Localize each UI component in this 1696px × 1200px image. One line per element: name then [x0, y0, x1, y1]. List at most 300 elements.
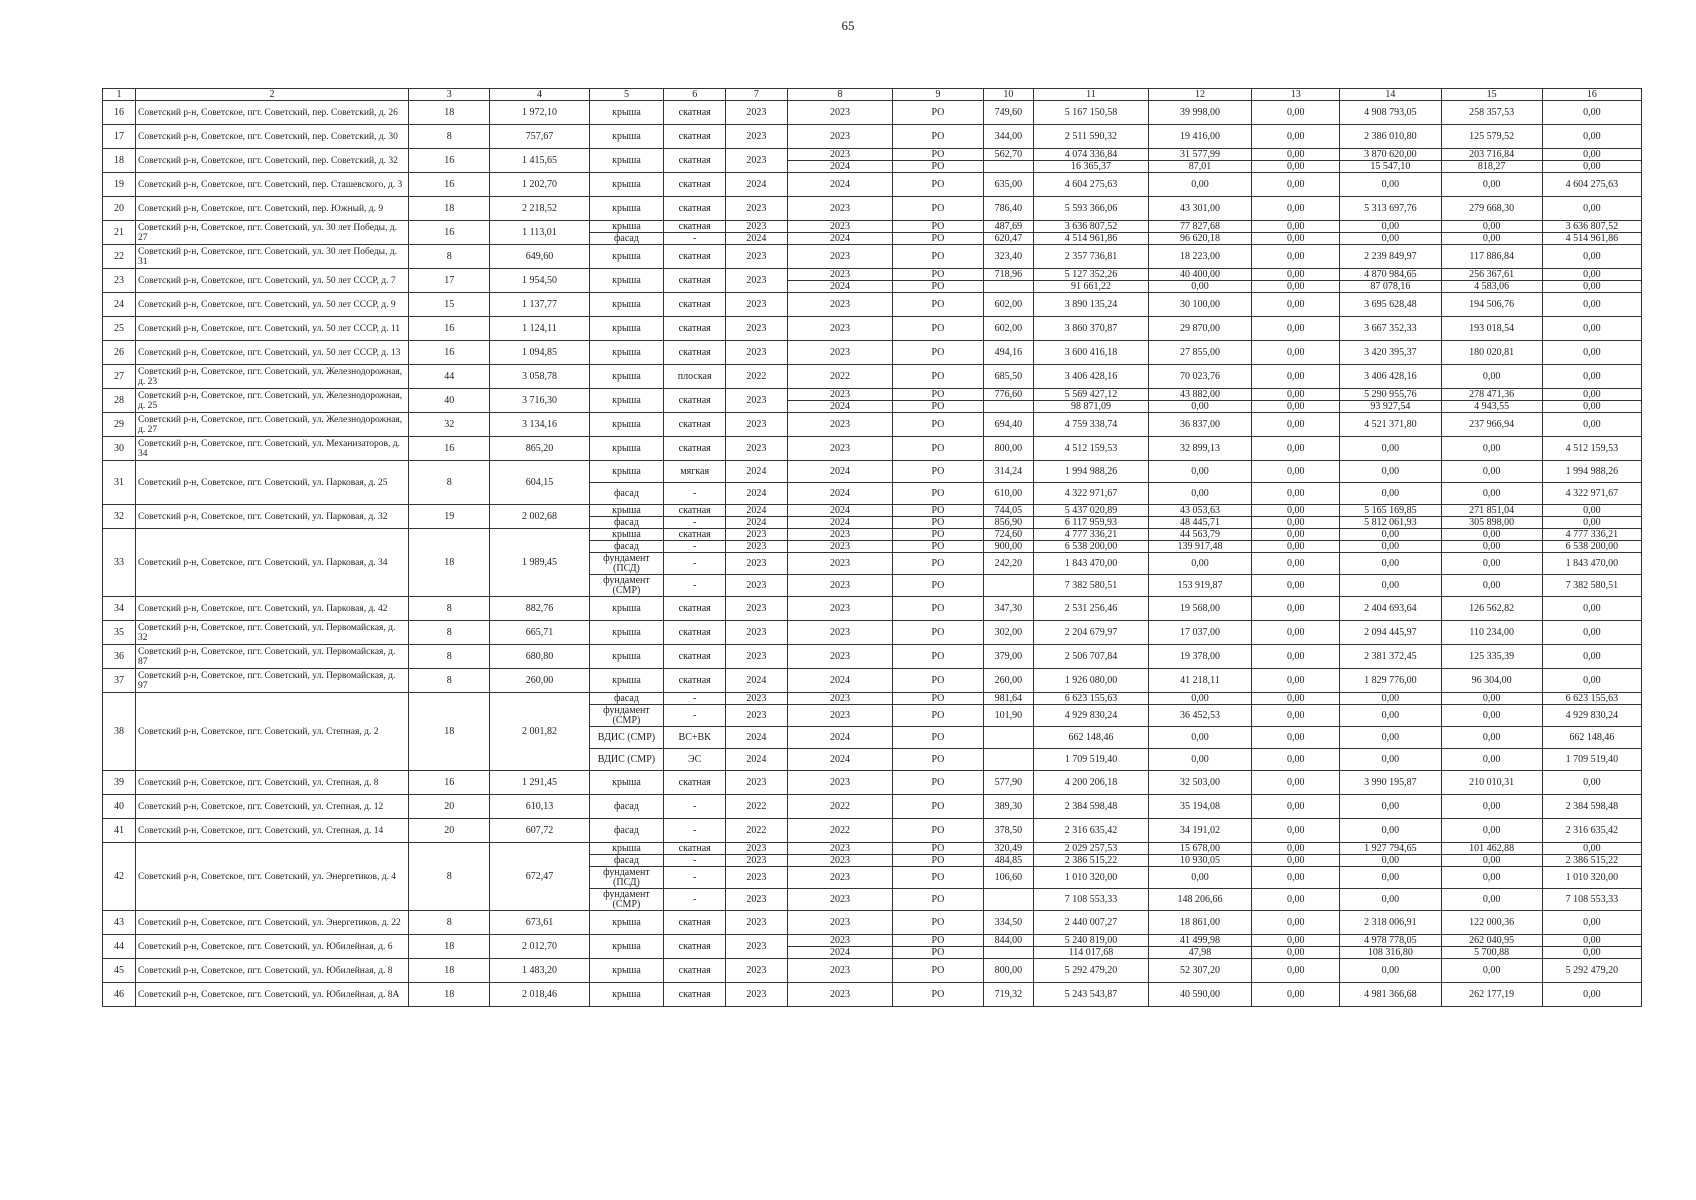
- address-cell: Советский р-н, Советское, пгт. Советский, ул. Степная, д. 14: [136, 819, 409, 843]
- col-12-cell: 87,01: [1148, 161, 1251, 173]
- address-cell: Советский р-н, Советское, пгт. Советский, пер. Сташевского, д. 3: [136, 173, 409, 197]
- col-5-cell: крыша: [589, 911, 664, 935]
- col-6-cell: скатная: [664, 197, 726, 221]
- floors-cell: 19: [409, 505, 490, 529]
- col-13-cell: 0,00: [1252, 413, 1340, 437]
- table-row: [103, 437, 1642, 461]
- col-6-cell: -: [664, 541, 726, 553]
- floors-cell: 18: [409, 959, 490, 983]
- col-9-cell: РО: [893, 935, 983, 947]
- col-14-cell: 4 981 366,68: [1340, 983, 1441, 1007]
- col-8-cell: 2022: [787, 795, 893, 819]
- floors-cell: 16: [409, 221, 490, 245]
- col-10-cell: 900,00: [983, 541, 1034, 553]
- row-number-cell: 41: [103, 819, 136, 843]
- row-number-cell: 38: [103, 693, 136, 771]
- col-9-cell: РО: [893, 575, 983, 597]
- address-cell: Советский р-н, Советское, пгт. Советский, ул. 50 лет СССР, д. 7: [136, 269, 409, 293]
- row-number-cell: 30: [103, 437, 136, 461]
- col-13-cell: 0,00: [1252, 101, 1340, 125]
- col-7-cell: 2023: [726, 889, 788, 911]
- table-row: [103, 795, 1642, 819]
- address-cell: Советский р-н, Советское, пгт. Советский, ул. Механизаторов, д. 34: [136, 437, 409, 461]
- floors-cell: 16: [409, 771, 490, 795]
- col-5-cell: крыша: [589, 645, 664, 669]
- header-cell: 5: [589, 89, 664, 101]
- col-6-cell: -: [664, 855, 726, 867]
- col-5-cell: крыша: [589, 505, 664, 517]
- header-cell: 11: [1034, 89, 1148, 101]
- col-11-cell: 2 386 515,22: [1034, 855, 1148, 867]
- address-cell: Советский р-н, Советское, пгт. Советский, ул. 30 лет Победы, д. 31: [136, 245, 409, 269]
- col-16-cell: 0,00: [1542, 389, 1641, 401]
- col-14-cell: 4 908 793,05: [1340, 101, 1441, 125]
- floors-cell: 18: [409, 935, 490, 959]
- col-15-cell: 117 886,84: [1441, 245, 1542, 269]
- col-15-cell: 194 506,76: [1441, 293, 1542, 317]
- col-16-cell: 5 292 479,20: [1542, 959, 1641, 983]
- table-row: [103, 843, 1642, 855]
- col-5-cell: крыша: [589, 245, 664, 269]
- col-13-cell: 0,00: [1252, 959, 1340, 983]
- col-10-cell: [983, 947, 1034, 959]
- col-12-cell: 35 194,08: [1148, 795, 1251, 819]
- col-12-cell: 44 563,79: [1148, 529, 1251, 541]
- col-14-cell: 5 165 169,85: [1340, 505, 1441, 517]
- table-row: [103, 365, 1642, 389]
- col-9-cell: РО: [893, 413, 983, 437]
- col-9-cell: РО: [893, 149, 983, 161]
- col-14-cell: 0,00: [1340, 693, 1441, 705]
- area-cell: 2 018,46: [490, 983, 589, 1007]
- col-14-cell: 3 870 620,00: [1340, 149, 1441, 161]
- floors-cell: 18: [409, 693, 490, 771]
- page-number: 65: [841, 18, 855, 33]
- col-14-cell: 0,00: [1340, 483, 1441, 505]
- header-cell: 10: [983, 89, 1034, 101]
- col-5-cell: крыша: [589, 529, 664, 541]
- address-cell: Советский р-н, Советское, пгт. Советский, ул. Юбилейная, д. 8А: [136, 983, 409, 1007]
- col-8-cell: 2023: [787, 269, 893, 281]
- col-11-cell: 4 777 336,21: [1034, 529, 1148, 541]
- header-cell: 6: [664, 89, 726, 101]
- col-12-cell: 32 899,13: [1148, 437, 1251, 461]
- col-16-cell: 0,00: [1542, 843, 1641, 855]
- row-number-cell: 40: [103, 795, 136, 819]
- col-9-cell: РО: [893, 541, 983, 553]
- col-11-cell: 2 029 257,53: [1034, 843, 1148, 855]
- col-6-cell: скатная: [664, 389, 726, 413]
- floors-cell: 8: [409, 669, 490, 693]
- col-14-cell: 0,00: [1340, 819, 1441, 843]
- col-13-cell: 0,00: [1252, 935, 1340, 947]
- header-cell: 2: [136, 89, 409, 101]
- area-cell: 1 124,11: [490, 317, 589, 341]
- col-11-cell: 2 384 598,48: [1034, 795, 1148, 819]
- col-16-cell: 0,00: [1542, 771, 1641, 795]
- floors-cell: 16: [409, 149, 490, 173]
- row-number-cell: 23: [103, 269, 136, 293]
- table-row: [103, 389, 1642, 401]
- col-9-cell: РО: [893, 365, 983, 389]
- col-16-cell: 7 382 580,51: [1542, 575, 1641, 597]
- col-11-cell: 5 569 427,12: [1034, 389, 1148, 401]
- col-5-cell: крыша: [589, 317, 664, 341]
- col-10-cell: 260,00: [983, 669, 1034, 693]
- col-8-cell: 2023: [787, 293, 893, 317]
- col-8-cell: 2024: [787, 483, 893, 505]
- col-8-cell: 2024: [787, 505, 893, 517]
- col-13-cell: 0,00: [1252, 149, 1340, 161]
- floors-cell: 32: [409, 413, 490, 437]
- col-16-cell: 4 512 159,53: [1542, 437, 1641, 461]
- area-cell: 757,67: [490, 125, 589, 149]
- col-12-cell: 19 416,00: [1148, 125, 1251, 149]
- col-6-cell: -: [664, 867, 726, 889]
- col-12-cell: 0,00: [1148, 553, 1251, 575]
- col-5-cell: крыша: [589, 437, 664, 461]
- col-11-cell: 1 709 519,40: [1034, 749, 1148, 771]
- col-5-cell: фундамент (СМР): [589, 575, 664, 597]
- col-8-cell: 2024: [787, 727, 893, 749]
- col-15-cell: 0,00: [1441, 461, 1542, 483]
- col-8-cell: 2023: [787, 341, 893, 365]
- col-10-cell: 744,05: [983, 505, 1034, 517]
- col-15-cell: 4 943,55: [1441, 401, 1542, 413]
- col-5-cell: фасад: [589, 795, 664, 819]
- col-14-cell: 2 404 693,64: [1340, 597, 1441, 621]
- col-16-cell: 0,00: [1542, 401, 1641, 413]
- table-row: [103, 911, 1642, 935]
- col-13-cell: 0,00: [1252, 819, 1340, 843]
- col-15-cell: 0,00: [1441, 437, 1542, 461]
- col-7-cell: 2023: [726, 553, 788, 575]
- table-row: [103, 245, 1642, 269]
- col-12-cell: 52 307,20: [1148, 959, 1251, 983]
- col-12-cell: 31 577,99: [1148, 149, 1251, 161]
- col-7-cell: 2023: [726, 959, 788, 983]
- col-15-cell: 818,27: [1441, 161, 1542, 173]
- col-15-cell: 0,00: [1441, 693, 1542, 705]
- col-15-cell: 278 471,36: [1441, 389, 1542, 401]
- col-12-cell: 36 452,53: [1148, 705, 1251, 727]
- address-cell: Советский р-н, Советское, пгт. Советский, ул. Энергетиков, д. 4: [136, 843, 409, 911]
- col-16-cell: 7 108 553,33: [1542, 889, 1641, 911]
- col-11-cell: 7 382 580,51: [1034, 575, 1148, 597]
- col-6-cell: скатная: [664, 911, 726, 935]
- col-10-cell: 718,96: [983, 269, 1034, 281]
- col-9-cell: РО: [893, 125, 983, 149]
- col-14-cell: 0,00: [1340, 795, 1441, 819]
- col-7-cell: 2023: [726, 983, 788, 1007]
- col-5-cell: крыша: [589, 461, 664, 483]
- col-9-cell: РО: [893, 517, 983, 529]
- col-10-cell: 776,60: [983, 389, 1034, 401]
- col-9-cell: РО: [893, 771, 983, 795]
- col-5-cell: крыша: [589, 125, 664, 149]
- col-9-cell: РО: [893, 505, 983, 517]
- header-cell: 4: [490, 89, 589, 101]
- col-6-cell: скатная: [664, 293, 726, 317]
- table-row: [103, 983, 1642, 1007]
- col-15-cell: 4 583,06: [1441, 281, 1542, 293]
- col-14-cell: 2 094 445,97: [1340, 621, 1441, 645]
- floors-cell: 8: [409, 645, 490, 669]
- col-16-cell: 662 148,46: [1542, 727, 1641, 749]
- col-15-cell: 0,00: [1441, 889, 1542, 911]
- col-11-cell: 3 860 370,87: [1034, 317, 1148, 341]
- col-5-cell: крыша: [589, 843, 664, 855]
- col-6-cell: скатная: [664, 413, 726, 437]
- col-16-cell: 0,00: [1542, 293, 1641, 317]
- row-number-cell: 25: [103, 317, 136, 341]
- col-13-cell: 0,00: [1252, 597, 1340, 621]
- col-9-cell: РО: [893, 947, 983, 959]
- area-cell: 1 954,50: [490, 269, 589, 293]
- col-11-cell: 4 512 159,53: [1034, 437, 1148, 461]
- col-12-cell: 47,98: [1148, 947, 1251, 959]
- floors-cell: 18: [409, 529, 490, 597]
- col-10-cell: 389,30: [983, 795, 1034, 819]
- col-15-cell: 5 700,88: [1441, 947, 1542, 959]
- col-16-cell: 0,00: [1542, 149, 1641, 161]
- col-5-cell: фасад: [589, 819, 664, 843]
- col-16-cell: 0,00: [1542, 505, 1641, 517]
- col-15-cell: 0,00: [1441, 727, 1542, 749]
- col-12-cell: 15 678,00: [1148, 843, 1251, 855]
- col-8-cell: 2023: [787, 771, 893, 795]
- col-7-cell: 2023: [726, 705, 788, 727]
- col-12-cell: 39 998,00: [1148, 101, 1251, 125]
- col-14-cell: 3 667 352,33: [1340, 317, 1441, 341]
- col-9-cell: РО: [893, 819, 983, 843]
- table-row: [103, 101, 1642, 125]
- area-cell: 1 137,77: [490, 293, 589, 317]
- col-9-cell: РО: [893, 221, 983, 233]
- col-8-cell: 2023: [787, 221, 893, 233]
- col-6-cell: скатная: [664, 669, 726, 693]
- table-row: [103, 669, 1642, 693]
- col-12-cell: 43 053,63: [1148, 505, 1251, 517]
- col-9-cell: РО: [893, 317, 983, 341]
- col-12-cell: 0,00: [1148, 693, 1251, 705]
- col-13-cell: 0,00: [1252, 621, 1340, 645]
- col-15-cell: 126 562,82: [1441, 597, 1542, 621]
- col-13-cell: 0,00: [1252, 669, 1340, 693]
- area-cell: 882,76: [490, 597, 589, 621]
- row-number-cell: 31: [103, 461, 136, 505]
- col-11-cell: 5 593 366,06: [1034, 197, 1148, 221]
- col-16-cell: 0,00: [1542, 621, 1641, 645]
- area-cell: 607,72: [490, 819, 589, 843]
- col-13-cell: 0,00: [1252, 867, 1340, 889]
- col-8-cell: 2023: [787, 413, 893, 437]
- header-cell: 12: [1148, 89, 1251, 101]
- address-cell: Советский р-н, Советское, пгт. Советский, ул. 30 лет Победы, д. 27: [136, 221, 409, 245]
- col-14-cell: 87 078,16: [1340, 281, 1441, 293]
- address-cell: Советский р-н, Советское, пгт. Советский, ул. Железнодорожная, д. 27: [136, 413, 409, 437]
- col-7-cell: 2024: [726, 727, 788, 749]
- col-11-cell: 114 017,68: [1034, 947, 1148, 959]
- col-5-cell: крыша: [589, 597, 664, 621]
- area-cell: 610,13: [490, 795, 589, 819]
- col-9-cell: РО: [893, 669, 983, 693]
- col-6-cell: -: [664, 705, 726, 727]
- col-8-cell: 2024: [787, 281, 893, 293]
- col-16-cell: 6 538 200,00: [1542, 541, 1641, 553]
- col-8-cell: 2022: [787, 365, 893, 389]
- col-13-cell: 0,00: [1252, 221, 1340, 233]
- col-13-cell: 0,00: [1252, 843, 1340, 855]
- col-6-cell: скатная: [664, 505, 726, 517]
- col-15-cell: 0,00: [1441, 553, 1542, 575]
- col-10-cell: [983, 281, 1034, 293]
- col-8-cell: 2024: [787, 461, 893, 483]
- col-7-cell: 2023: [726, 341, 788, 365]
- col-9-cell: РО: [893, 161, 983, 173]
- col-15-cell: 271 851,04: [1441, 505, 1542, 517]
- col-12-cell: 40 590,00: [1148, 983, 1251, 1007]
- col-15-cell: 262 177,19: [1441, 983, 1542, 1007]
- col-6-cell: скатная: [664, 125, 726, 149]
- area-cell: 865,20: [490, 437, 589, 461]
- col-13-cell: 0,00: [1252, 795, 1340, 819]
- col-6-cell: плоская: [664, 365, 726, 389]
- table-row: [103, 771, 1642, 795]
- col-6-cell: скатная: [664, 317, 726, 341]
- col-16-cell: 4 777 336,21: [1542, 529, 1641, 541]
- col-10-cell: 379,00: [983, 645, 1034, 669]
- address-cell: Советский р-н, Советское, пгт. Советский, ул. 50 лет СССР, д. 13: [136, 341, 409, 365]
- col-9-cell: РО: [893, 389, 983, 401]
- col-8-cell: 2023: [787, 705, 893, 727]
- col-14-cell: 0,00: [1340, 233, 1441, 245]
- col-7-cell: 2023: [726, 843, 788, 855]
- col-8-cell: 2024: [787, 669, 893, 693]
- col-13-cell: 0,00: [1252, 233, 1340, 245]
- col-6-cell: -: [664, 693, 726, 705]
- area-cell: 1 972,10: [490, 101, 589, 125]
- header-cell: 9: [893, 89, 983, 101]
- col-14-cell: 5 812 061,93: [1340, 517, 1441, 529]
- address-cell: Советский р-н, Советское, пгт. Советский, ул. Парковая, д. 42: [136, 597, 409, 621]
- address-cell: Советский р-н, Советское, пгт. Советский, ул. 50 лет СССР, д. 9: [136, 293, 409, 317]
- col-7-cell: 2023: [726, 645, 788, 669]
- col-12-cell: 0,00: [1148, 749, 1251, 771]
- col-15-cell: 210 010,31: [1441, 771, 1542, 795]
- area-cell: 604,15: [490, 461, 589, 505]
- col-14-cell: 3 990 195,87: [1340, 771, 1441, 795]
- col-7-cell: 2022: [726, 819, 788, 843]
- repair-registry-table: [102, 88, 1642, 1007]
- col-5-cell: крыша: [589, 413, 664, 437]
- floors-cell: 8: [409, 245, 490, 269]
- col-9-cell: РО: [893, 621, 983, 645]
- col-12-cell: 96 620,18: [1148, 233, 1251, 245]
- col-8-cell: 2023: [787, 597, 893, 621]
- col-7-cell: 2023: [726, 529, 788, 541]
- col-16-cell: 4 604 275,63: [1542, 173, 1641, 197]
- col-9-cell: РО: [893, 437, 983, 461]
- col-16-cell: 0,00: [1542, 911, 1641, 935]
- row-number-cell: 37: [103, 669, 136, 693]
- col-10-cell: 602,00: [983, 293, 1034, 317]
- col-9-cell: РО: [893, 911, 983, 935]
- col-16-cell: 0,00: [1542, 947, 1641, 959]
- col-12-cell: 0,00: [1148, 401, 1251, 413]
- col-5-cell: крыша: [589, 389, 664, 413]
- col-13-cell: 0,00: [1252, 401, 1340, 413]
- col-6-cell: скатная: [664, 529, 726, 541]
- col-15-cell: 0,00: [1441, 529, 1542, 541]
- col-6-cell: скатная: [664, 959, 726, 983]
- col-6-cell: скатная: [664, 645, 726, 669]
- col-8-cell: 2023: [787, 125, 893, 149]
- col-13-cell: 0,00: [1252, 529, 1340, 541]
- col-8-cell: 2024: [787, 233, 893, 245]
- col-15-cell: 193 018,54: [1441, 317, 1542, 341]
- col-5-cell: ВДИС (СМР): [589, 749, 664, 771]
- col-9-cell: РО: [893, 553, 983, 575]
- header-cell: 15: [1441, 89, 1542, 101]
- col-11-cell: 5 243 543,87: [1034, 983, 1148, 1007]
- col-12-cell: 41 218,11: [1148, 669, 1251, 693]
- col-11-cell: 2 357 736,81: [1034, 245, 1148, 269]
- col-6-cell: -: [664, 517, 726, 529]
- row-number-cell: 26: [103, 341, 136, 365]
- col-8-cell: 2023: [787, 197, 893, 221]
- col-9-cell: РО: [893, 597, 983, 621]
- col-10-cell: 302,00: [983, 621, 1034, 645]
- col-8-cell: 2023: [787, 621, 893, 645]
- col-12-cell: 30 100,00: [1148, 293, 1251, 317]
- header-cell: 13: [1252, 89, 1340, 101]
- col-14-cell: 0,00: [1340, 749, 1441, 771]
- col-16-cell: 0,00: [1542, 281, 1641, 293]
- col-8-cell: 2023: [787, 911, 893, 935]
- col-11-cell: 4 200 206,18: [1034, 771, 1148, 795]
- col-16-cell: 0,00: [1542, 245, 1641, 269]
- col-7-cell: 2024: [726, 233, 788, 245]
- table-row: [103, 197, 1642, 221]
- col-16-cell: 0,00: [1542, 101, 1641, 125]
- col-16-cell: 0,00: [1542, 269, 1641, 281]
- col-5-cell: крыша: [589, 935, 664, 959]
- floors-cell: 18: [409, 101, 490, 125]
- col-7-cell: 2023: [726, 245, 788, 269]
- col-11-cell: 1 010 320,00: [1034, 867, 1148, 889]
- col-15-cell: 0,00: [1441, 483, 1542, 505]
- header-cell: 8: [787, 89, 893, 101]
- col-11-cell: 5 292 479,20: [1034, 959, 1148, 983]
- row-number-cell: 44: [103, 935, 136, 959]
- floors-cell: 16: [409, 341, 490, 365]
- area-cell: 1 291,45: [490, 771, 589, 795]
- col-15-cell: 180 020,81: [1441, 341, 1542, 365]
- col-10-cell: [983, 401, 1034, 413]
- col-14-cell: 93 927,54: [1340, 401, 1441, 413]
- col-13-cell: 0,00: [1252, 727, 1340, 749]
- row-number-cell: 45: [103, 959, 136, 983]
- col-7-cell: 2023: [726, 149, 788, 173]
- address-cell: Советский р-н, Советское, пгт. Советский, ул. Юбилейная, д. 6: [136, 935, 409, 959]
- col-7-cell: 2024: [726, 461, 788, 483]
- col-10-cell: 320,49: [983, 843, 1034, 855]
- col-6-cell: -: [664, 819, 726, 843]
- col-13-cell: 0,00: [1252, 317, 1340, 341]
- col-11-cell: 5 127 352,26: [1034, 269, 1148, 281]
- col-7-cell: 2023: [726, 437, 788, 461]
